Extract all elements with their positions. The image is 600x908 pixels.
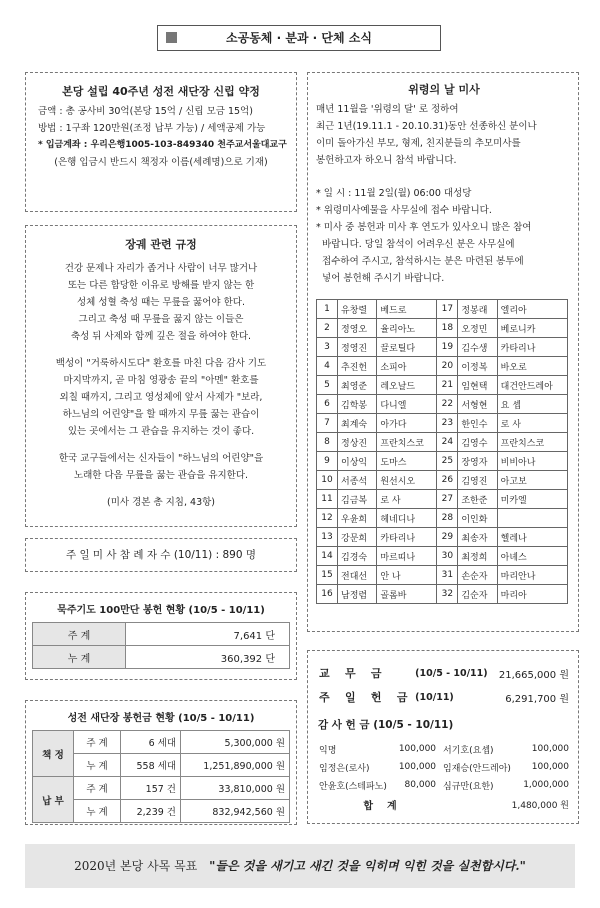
table-row <box>318 758 570 776</box>
offering-amount: 1,251,890,000 원 <box>181 754 290 777</box>
text-line: 최근 1년(19.11.1 - 20.10.31)동안 선종하신 분이나 <box>316 121 537 132</box>
list-number: 12 <box>317 509 338 528</box>
baptismal-name: 프란치스코 <box>377 433 437 452</box>
pledge-amount: 금액 : 총 공사비 30억(본당 15억 / 신립 모금 15억) <box>38 106 253 117</box>
baptismal-name: 로 사 <box>377 490 437 509</box>
offering-row-label: 누 계 <box>74 800 121 823</box>
table-row <box>318 776 570 794</box>
deceased-name: 서형현 <box>458 395 497 414</box>
offering-table <box>32 730 290 823</box>
kneeling-para-3 <box>30 450 292 484</box>
text-line: 마지막까지, 곧 마침 영광송 끝의 "아멘" 환호를 <box>63 375 259 386</box>
kneeling-para-2 <box>30 355 292 440</box>
rosary-value: 7,641 단 <box>126 623 290 646</box>
list-number: 8 <box>317 433 338 452</box>
text-line: 그리고 축성 때 무릎을 꿇지 않는 이들은 <box>78 314 244 325</box>
table-row <box>33 777 290 800</box>
rosary-box <box>25 592 297 680</box>
rosary-table <box>32 622 290 669</box>
table-row <box>317 414 568 433</box>
deceased-name: 김순자 <box>458 585 497 604</box>
deceased-name: 정영진 <box>338 338 377 357</box>
attendance-box <box>25 538 297 572</box>
offering-box <box>25 700 297 825</box>
baptismal-name: 카타리나 <box>497 338 567 357</box>
baptismal-name: 아가다 <box>377 414 437 433</box>
text-line: 또는 다른 합당한 이유로 방해를 받지 않는 한 <box>67 280 255 291</box>
kneeling-source: (미사 경본 총 지침, 43항) <box>106 497 216 508</box>
table-row <box>317 490 568 509</box>
text-line: 한국 교구들에서는 신자들이 "하느님의 어린양"을 <box>58 453 264 464</box>
table-row <box>317 452 568 471</box>
list-number: 20 <box>437 357 458 376</box>
deceased-name: 정영오 <box>338 319 377 338</box>
section-header <box>157 25 441 51</box>
text-line: 노래한 다음 무릎을 꿇는 관습을 유지한다. <box>73 470 249 481</box>
baptismal-name: 도마스 <box>377 452 437 471</box>
offering-group: 책 정 <box>33 731 74 777</box>
list-number: 14 <box>317 547 338 566</box>
baptismal-name: 마리아 <box>497 585 567 604</box>
baptismal-name: 헬레나 <box>497 528 567 547</box>
text-line: 축성 뒤 사제와 함께 깊은 절을 하여야 한다. <box>70 331 252 342</box>
deceased-name: 남정렴 <box>338 585 377 604</box>
baptismal-name: 아고보 <box>497 471 567 490</box>
list-number: 25 <box>437 452 458 471</box>
rosary-label: 누 계 <box>33 646 126 669</box>
deceased-name: 오정민 <box>458 319 497 338</box>
text-line: * 미사 중 봉헌과 미사 후 연도가 있사오니 많은 참여 <box>316 222 532 233</box>
pledge-account: * 입금계좌 : 우리은행1005-103-849340 천주교서울대교구 <box>38 140 287 150</box>
baptismal-name: 바오로 <box>497 357 567 376</box>
text-line: 백성이 "거룩하시도다" 환호를 마친 다음 감사 기도 <box>55 358 267 369</box>
text-line: 이미 돌아가신 부모, 형제, 친지분들의 추모미사를 <box>316 138 521 149</box>
donor-amount: 100,000 <box>398 762 437 772</box>
offering-count: 157 건 <box>121 777 181 800</box>
list-number: 30 <box>437 547 458 566</box>
total-label: 합 계 <box>363 800 397 812</box>
list-number: 5 <box>317 376 338 395</box>
baptismal-name: 끌로틸다 <box>377 338 437 357</box>
list-number: 10 <box>317 471 338 490</box>
text-line: 외칠 때까지, 그리고 영성체에 앞서 사제가 "보라, <box>59 392 263 403</box>
text-line: 바랍니다. 당일 참석이 어려우신 분은 사무실에 <box>316 239 515 250</box>
table-row <box>317 509 568 528</box>
baptismal-name: 프란치스코 <box>497 433 567 452</box>
footer-prefix: 2020년 본당 사목 목표 <box>74 859 198 873</box>
text-line: 매년 11월을 '위령의 달' 로 정하여 <box>316 104 459 115</box>
list-number: 19 <box>437 338 458 357</box>
deceased-name: 조한준 <box>458 490 497 509</box>
thanks-title: 감 사 헌 금 (10/5 - 10/11) <box>318 719 454 731</box>
list-number: 28 <box>437 509 458 528</box>
donor-amount: 100,000 <box>398 744 437 754</box>
table-row <box>33 646 290 669</box>
offering-amount: 33,810,000 원 <box>181 777 290 800</box>
list-number: 7 <box>317 414 338 433</box>
offering-amount: 832,942,560 원 <box>181 800 290 823</box>
list-number: 15 <box>317 566 338 585</box>
deceased-name: 김수생 <box>458 338 497 357</box>
deceased-name: 전대선 <box>338 566 377 585</box>
footer-banner <box>25 844 575 888</box>
donor-name: 임재승(안드레아) <box>443 763 511 774</box>
baptismal-name: 카타리나 <box>377 528 437 547</box>
table-row <box>317 376 568 395</box>
donor-name: 익명 <box>319 745 337 756</box>
baptismal-name: 다니엘 <box>377 395 437 414</box>
text-line: 넣어 봉헌해 주시기 바랍니다. <box>316 273 445 284</box>
deceased-name: 최계숙 <box>338 414 377 433</box>
thanks-total-row <box>318 794 570 814</box>
baptismal-name: 레오날드 <box>377 376 437 395</box>
donor-name: 심규만(요한) <box>443 781 494 792</box>
rosary-value: 360,392 단 <box>126 646 290 669</box>
finance-period: (10/11) <box>415 691 454 703</box>
text-line: 봉헌하고자 하오니 참석 바랍니다. <box>316 155 457 166</box>
baptismal-name: 베드로 <box>377 300 437 319</box>
offering-count: 2,239 건 <box>121 800 181 823</box>
baptismal-name: 로 사 <box>497 414 567 433</box>
table-row <box>317 357 568 376</box>
list-number: 9 <box>317 452 338 471</box>
deceased-name: 최송자 <box>458 528 497 547</box>
offering-count: 558 세대 <box>121 754 181 777</box>
deceased-name: 손순자 <box>458 566 497 585</box>
baptismal-name: 헤네디나 <box>377 509 437 528</box>
pledge-title: 본당 설립 40주년 성전 새단장 신립 약정 <box>62 85 260 98</box>
finance-period: (10/5 - 10/11) <box>415 667 488 679</box>
donor-amount: 80,000 <box>404 780 437 790</box>
offering-group: 납 부 <box>33 777 74 823</box>
offering-title: 성전 새단장 봉헌금 현황 (10/5 - 10/11) <box>67 713 255 724</box>
list-number: 21 <box>437 376 458 395</box>
baptismal-name: 원선시오 <box>377 471 437 490</box>
list-number: 22 <box>437 395 458 414</box>
list-number: 27 <box>437 490 458 509</box>
list-number: 1 <box>317 300 338 319</box>
offering-row-label: 주 계 <box>74 777 121 800</box>
baptismal-name: 비비아나 <box>497 452 567 471</box>
list-number: 3 <box>317 338 338 357</box>
memorial-intro <box>316 101 572 169</box>
baptismal-name: 소피아 <box>377 357 437 376</box>
deceased-name: 최정희 <box>458 547 497 566</box>
table-row <box>33 731 290 754</box>
table-row <box>317 566 568 585</box>
donor-name: 임정은(로사) <box>319 763 370 774</box>
table-row <box>317 471 568 490</box>
list-number: 29 <box>437 528 458 547</box>
deceased-name: 김영진 <box>458 471 497 490</box>
offering-count: 6 세대 <box>121 731 181 754</box>
section-title: 소공동체 · 분과 · 단체 소식 <box>226 31 372 45</box>
finance-amount: 21,665,000 원 <box>498 669 569 681</box>
donor-name: 서기호(요셉) <box>443 745 494 756</box>
finance-table <box>318 661 570 709</box>
deceased-name: 추진헌 <box>338 357 377 376</box>
memorial-list-table <box>316 299 568 604</box>
thanks-table <box>318 740 570 814</box>
list-number: 23 <box>437 414 458 433</box>
list-number: 31 <box>437 566 458 585</box>
offering-row-label: 주 계 <box>74 731 121 754</box>
rosary-title: 묵주기도 100만단 봉헌 현황 (10/5 - 10/11) <box>57 605 265 616</box>
list-number: 32 <box>437 585 458 604</box>
finance-label: 주 일 헌 금 <box>319 691 408 704</box>
donor-amount: 1,000,000 <box>523 780 569 790</box>
donor-amount: 100,000 <box>531 762 569 772</box>
text-line: 접수하여 주시고, 참석하시는 분은 마련된 봉투에 <box>316 256 524 267</box>
memorial-notes <box>316 185 572 287</box>
deceased-name: 유창렬 <box>338 300 377 319</box>
finance-row-tithe <box>318 661 570 685</box>
text-line: 있는 곳에서는 그 관습을 유지하는 것이 좋다. <box>67 426 255 437</box>
deceased-name: 한인수 <box>458 414 497 433</box>
deceased-name: 김학봉 <box>338 395 377 414</box>
square-bullet-icon <box>166 32 177 43</box>
kneeling-rules-box <box>25 225 297 527</box>
deceased-name: 이정복 <box>458 357 497 376</box>
deceased-name: 강문희 <box>338 528 377 547</box>
text-line: 성체 성혈 축성 때는 무릎을 꿇어야 한다. <box>77 297 245 308</box>
deceased-name: 김경숙 <box>338 547 377 566</box>
deceased-name: 정상진 <box>338 433 377 452</box>
deceased-name: 정봉래 <box>458 300 497 319</box>
baptismal-name: 엘리아 <box>497 300 567 319</box>
deceased-name: 김금복 <box>338 490 377 509</box>
pledge-box <box>25 72 297 212</box>
finance-box <box>307 650 579 824</box>
text-line: 건강 문제나 자리가 좁거나 사람이 너무 많거나 <box>64 263 258 274</box>
text-line: * 일 시 : 11월 2일(월) 06:00 대성당 <box>316 188 472 199</box>
baptismal-name: 아녜스 <box>497 547 567 566</box>
table-row <box>317 300 568 319</box>
table-row <box>317 395 568 414</box>
table-row <box>317 433 568 452</box>
kneeling-title: 장궤 관련 규정 <box>125 238 197 251</box>
deceased-name: 김영수 <box>458 433 497 452</box>
table-row <box>317 547 568 566</box>
table-row <box>317 528 568 547</box>
baptismal-name <box>497 509 567 528</box>
baptismal-name: 마르띠나 <box>377 547 437 566</box>
list-number: 6 <box>317 395 338 414</box>
list-number: 2 <box>317 319 338 338</box>
text-line: 하느님의 어린양"을 할 때까지 무릎 꿇는 관습이 <box>62 409 260 420</box>
rosary-label: 주 계 <box>33 623 126 646</box>
baptismal-name: 미카엘 <box>497 490 567 509</box>
deceased-name: 우윤희 <box>338 509 377 528</box>
deceased-name: 이인화 <box>458 509 497 528</box>
list-number: 18 <box>437 319 458 338</box>
finance-row-sunday <box>318 685 570 709</box>
deceased-name: 최영준 <box>338 376 377 395</box>
deceased-name: 임현택 <box>458 376 497 395</box>
list-number: 4 <box>317 357 338 376</box>
list-number: 24 <box>437 433 458 452</box>
baptismal-name: 베로니카 <box>497 319 567 338</box>
deceased-name: 이상익 <box>338 452 377 471</box>
list-number: 17 <box>437 300 458 319</box>
text-line: * 위령미사예물을 사무실에 접수 바랍니다. <box>316 205 492 216</box>
donor-name: 안윤호(스테파노) <box>319 781 387 792</box>
table-row <box>318 740 570 758</box>
baptismal-name: 요 셉 <box>497 395 567 414</box>
footer-motto: "들은 것을 새기고 새긴 것을 익히며 익힌 것을 실천합시다." <box>209 859 526 873</box>
baptismal-name: 골롬바 <box>377 585 437 604</box>
baptismal-name: 대건안드레아 <box>497 376 567 395</box>
table-row <box>33 623 290 646</box>
baptismal-name: 율리아노 <box>377 319 437 338</box>
pledge-method: 방법 : 1구좌 120만원(조정 납부 가능) / 세액공제 가능 <box>38 123 266 134</box>
list-number: 13 <box>317 528 338 547</box>
deceased-name: 서종석 <box>338 471 377 490</box>
table-row <box>317 585 568 604</box>
list-number: 26 <box>437 471 458 490</box>
memorial-box <box>307 72 579 632</box>
kneeling-para-1 <box>30 260 292 345</box>
attendance-label: 주 일 미 사 참 례 자 수 (10/11) : 890 명 <box>65 549 257 561</box>
baptismal-name: 마리안나 <box>497 566 567 585</box>
list-number: 11 <box>317 490 338 509</box>
total-amount: 1,480,000 원 <box>511 800 569 811</box>
deceased-name: 장영자 <box>458 452 497 471</box>
offering-amount: 5,300,000 원 <box>181 731 290 754</box>
memorial-title: 위령의 날 미사 <box>408 83 480 96</box>
list-number: 16 <box>317 585 338 604</box>
table-row <box>317 319 568 338</box>
pledge-note: (은행 입금시 반드시 책정자 이름(세례명)으로 기재) <box>54 157 268 168</box>
finance-amount: 6,291,700 원 <box>505 693 569 705</box>
donor-amount: 100,000 <box>531 744 569 754</box>
offering-row-label: 누 계 <box>74 754 121 777</box>
finance-label: 교 무 금 <box>319 667 382 680</box>
table-row <box>317 338 568 357</box>
baptismal-name: 안 나 <box>377 566 437 585</box>
